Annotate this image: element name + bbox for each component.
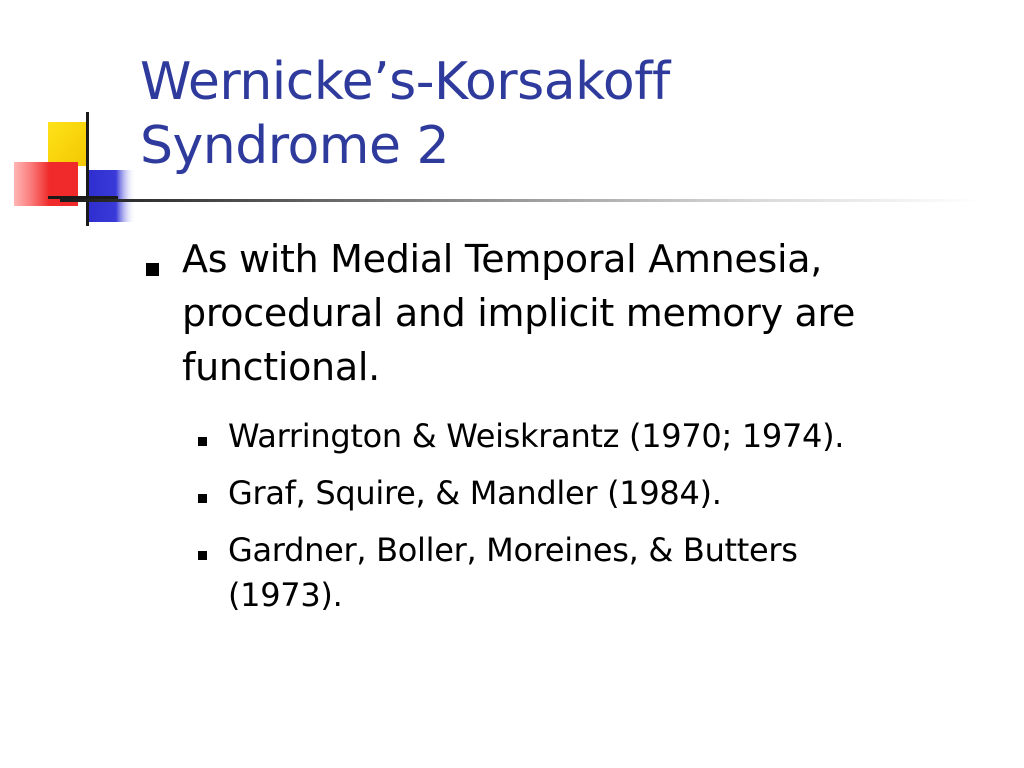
slide-title-line-2: Syndrome 2 [140, 116, 450, 176]
sub-bullet-text-line-1: Gardner, Boller, Moreines, & Butters [228, 531, 798, 569]
slide-title-line-1: Wernicke’s-Korsakoff [140, 52, 670, 112]
bullet-text [182, 232, 982, 394]
bullet-square-icon [146, 263, 159, 276]
sub-bullet-square-icon [198, 551, 207, 560]
sub-bullet-text [228, 471, 998, 516]
sub-bullet-square-icon [198, 437, 207, 446]
sub-bullet-text-line-1: Graf, Squire, & Mandler (1984). [228, 474, 722, 512]
sub-bullet-square-icon [198, 494, 207, 503]
bullet-text-line-2: procedural and implicit memory are [182, 291, 856, 335]
bullet-text-line-3: functional. [182, 345, 380, 389]
sub-bullet-text [228, 528, 998, 618]
sub-bullet-text-line-2: (1973). [228, 576, 343, 614]
bullet-text-line-1: As with Medial Temporal Amnesia, [182, 237, 822, 281]
sub-bullet-text [228, 414, 998, 459]
sub-bullet-text-line-1: Warrington & Weiskrantz (1970; 1974). [228, 417, 845, 455]
